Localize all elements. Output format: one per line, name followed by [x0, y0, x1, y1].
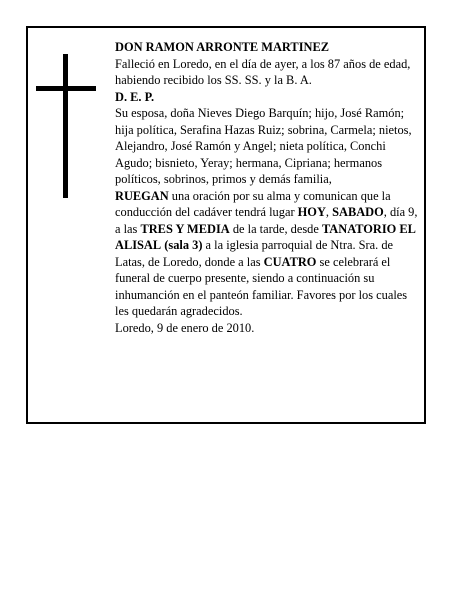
sala-text: (sala 3): [164, 238, 203, 252]
cuatro-text: CUATRO: [263, 254, 317, 269]
request-text-2: , día 9, a las: [115, 205, 418, 236]
funeral-request: [115, 188, 421, 320]
request-text-4: a la iglesia parroquial de Ntra. Sra. de Latas, de Loredo, donde a las: [115, 238, 394, 269]
obituary-notice: [26, 26, 426, 424]
hoy-text: HOY: [297, 205, 326, 219]
sabado-text: SABADO: [332, 205, 384, 219]
cross-vertical-bar: [63, 54, 68, 198]
time-text: TRES Y MEDIA: [140, 221, 230, 236]
request-text-3: de la tarde, desde: [229, 221, 322, 236]
death-statement: Falleció en Loredo, en el día de ayer, a los 87 años de edad, habiendo recibido los SS. SS. y la B. A.: [115, 56, 411, 87]
request-text-1: una oración por su alma y comunican que la conducción del cadáver tendrá lugar: [115, 188, 391, 219]
dep-line: D. E. P.: [115, 89, 155, 104]
request-sep-1: ,: [325, 205, 333, 219]
deceased-name: DON RAMON ARRONTE MARTINEZ: [115, 40, 329, 54]
notice-text: [115, 39, 421, 336]
tanatorio-text: TANATORIO EL ALISAL: [115, 221, 416, 252]
family-list: Su esposa, doña Nieves Diego Barquín; hijo, José Ramón; hija política, Serafina Hazas Ruiz; sobrina, Carmela; nietos, Alejandro, José Ramón y Angel; nieta política, Conchi Agudo; bisnieto, Yeray; hermana, Cipriana; hermanos políticos, sobrinos, primos y demás familia,: [115, 106, 412, 186]
ruegan-text: RUEGAN: [115, 188, 169, 203]
request-text-5: se celebrará el funeral de cuerpo presente, siendo a continuación su inhumanción en el panteón familiar. Favores por los cuales les quedarán agradecidos.: [115, 254, 408, 318]
cross-icon: [36, 54, 96, 198]
place-date: Loredo, 9 de enero de 2010.: [115, 320, 255, 335]
cross-horizontal-bar: [36, 86, 96, 91]
